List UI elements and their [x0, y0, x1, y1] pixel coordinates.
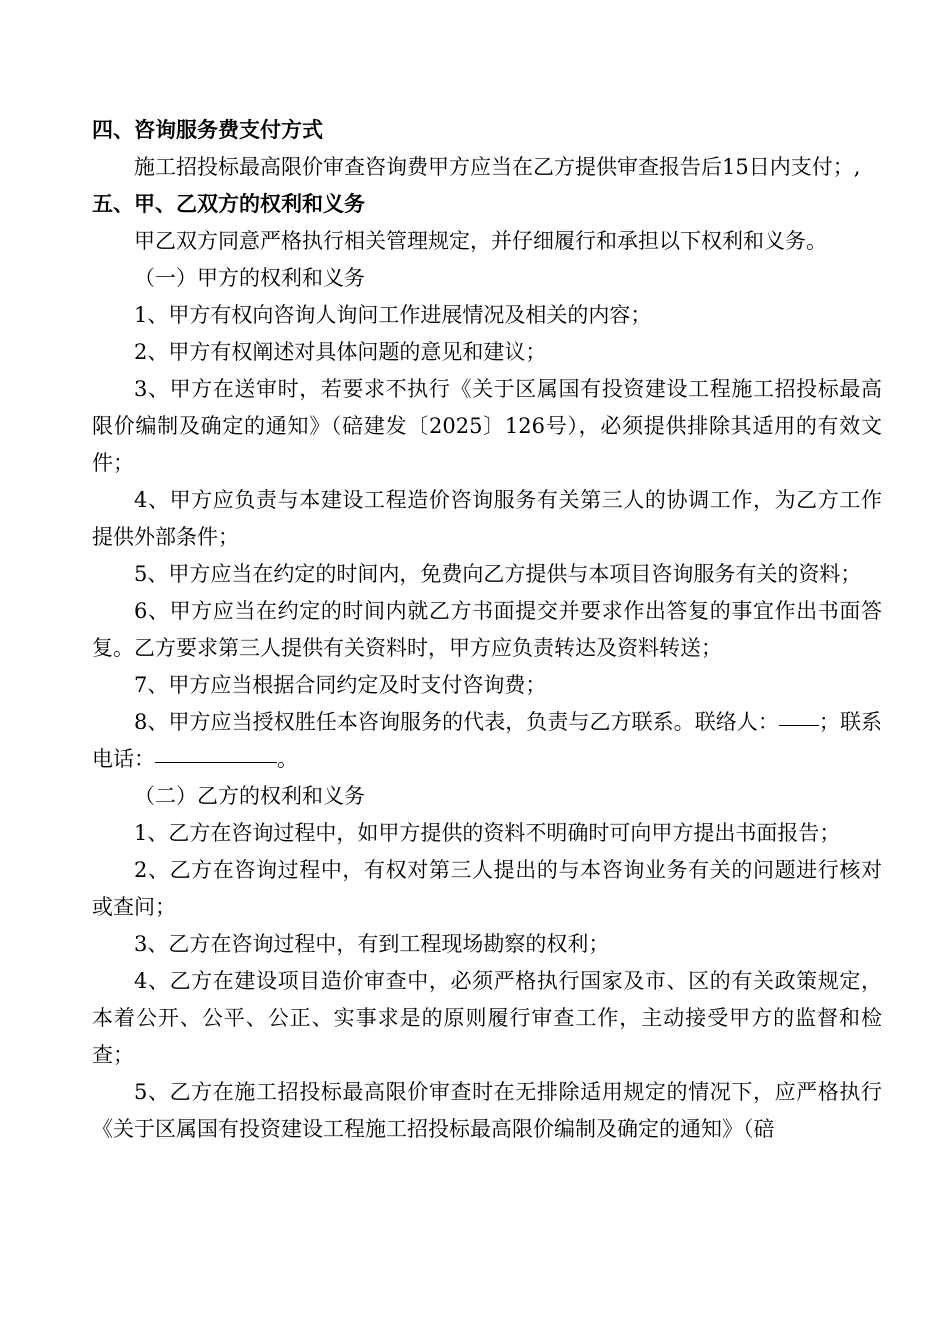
item-8-phone-label: ；联系电话：	[92, 710, 883, 771]
item-8-prefix: 8、甲方应当授权胜任本咨询服务的代表，负责与乙方联系。联络人：	[134, 710, 779, 734]
party-b-item-5: 5、乙方在施工招投标最高限价审查时在无排除适用规定的情况下，应严格执行《关于区属国有投资建设工程施工招投标最高限价编制及确定的通知》（碚	[92, 1080, 882, 1141]
party-a-item-1: 1、甲方有权向咨询人询问工作进展情况及相关的内容；	[134, 303, 652, 327]
party-a-item-2: 2、甲方有权阐述对具体问题的意见和建议；	[134, 340, 547, 364]
party-a-item-5: 5、甲方应当在约定的时间内，免费向乙方提供与本项目咨询服务有关的资料；	[134, 562, 862, 586]
party-a-item-4: 4、甲方应负责与本建设工程造价咨询服务有关第三人的协调工作，为乙方工作提供外部条件；	[92, 488, 882, 549]
party-a-item-3: 3、甲方在送审时，若要求不执行《关于区属国有投资建设工程施工招投标最高限价编制及确定的通知》（碚建发〔2025〕126号），必须提供排除其适用的有效文件；	[92, 377, 882, 475]
document-body	[92, 112, 882, 1148]
section-4-heading: 四、咨询服务费支付方式	[92, 118, 323, 142]
party-a-item-8	[92, 704, 882, 778]
party-b-item-3: 3、乙方在咨询过程中，有到工程现场勘察的权利；	[134, 932, 610, 956]
party-b-item-2: 2、乙方在咨询过程中，有权对第三人提出的与本咨询业务有关的问题进行核对或查问；	[92, 858, 882, 919]
party-a-item-7: 7、甲方应当根据合同约定及时支付咨询费；	[134, 673, 547, 697]
party-a-subheading: （一）甲方的权利和义务	[134, 266, 365, 290]
section-4-paragraph: 施工招投标最高限价审查咨询费甲方应当在乙方提供审查报告后15日内支付；,	[134, 155, 861, 179]
section-5-heading: 五、甲、乙双方的权利和义务	[92, 192, 365, 216]
party-b-item-1: 1、乙方在咨询过程中，如甲方提供的资料不明确时可向甲方提出书面报告；	[134, 821, 841, 845]
party-a-item-6: 6、甲方应当在约定的时间内就乙方书面提交并要求作出答复的事宜作出书面答复。乙方要求第三人提供有关资料时，甲方应负责转达及资料转送；	[92, 599, 882, 660]
contact-person-blank	[779, 724, 819, 726]
party-b-item-4: 4、乙方在建设项目造价审查中，必须严格执行国家及市、区的有关政策规定，本着公开、公平、公正、实事求是的原则履行审查工作，主动接受甲方的监督和检查；	[92, 969, 882, 1067]
contact-phone-blank	[155, 761, 277, 763]
party-b-subheading: （二）乙方的权利和义务	[134, 784, 365, 808]
item-8-end: 。	[277, 747, 298, 771]
section-5-intro: 甲乙双方同意严格执行相关管理规定，并仔细履行和承担以下权利和义务。	[134, 229, 827, 253]
